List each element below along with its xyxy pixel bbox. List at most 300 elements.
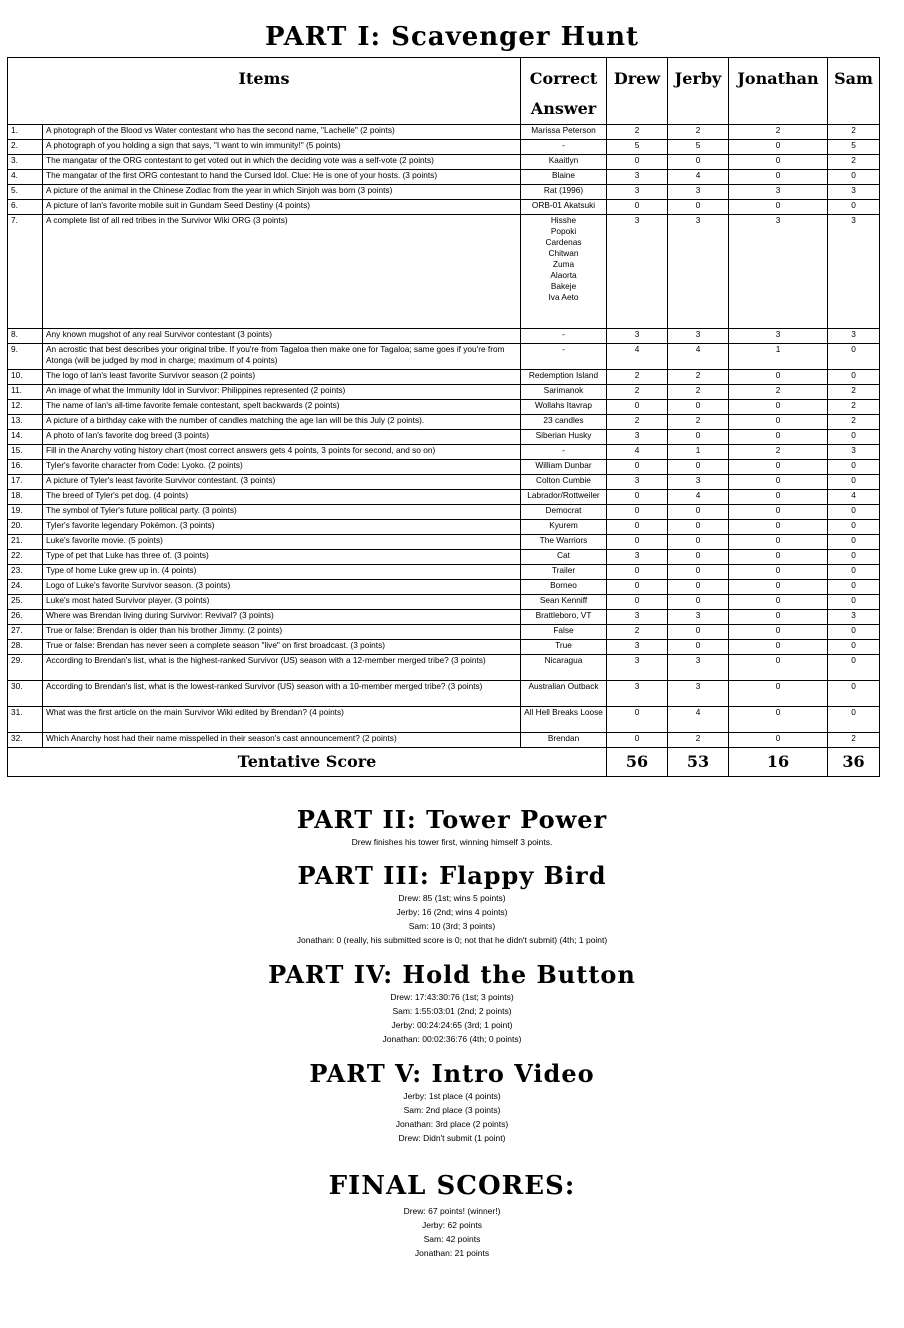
table-row — [8, 733, 880, 748]
row-score-drew: 2 — [607, 125, 668, 140]
row-item: The symbol of Tyler's future political party. (3 points) — [43, 505, 521, 520]
row-number: 29. — [8, 655, 43, 681]
row-answer: - — [521, 140, 607, 155]
row-number: 21. — [8, 535, 43, 550]
row-score-sam: 2 — [828, 385, 880, 400]
row-score-jerby: 4 — [668, 490, 729, 505]
row-answer: Trailer — [521, 565, 607, 580]
row-score-sam: 0 — [828, 370, 880, 385]
part3-title: PART III: Flappy Bird — [297, 861, 607, 890]
row-answer: Kyurem — [521, 520, 607, 535]
row-score-sam: 0 — [828, 475, 880, 490]
row-score-jonathan: 0 — [729, 155, 828, 170]
table-row — [8, 707, 880, 733]
row-score-sam: 0 — [828, 655, 880, 681]
row-score-jonathan: 0 — [729, 550, 828, 565]
row-score-jerby: 5 — [668, 140, 729, 155]
row-answer: False — [521, 625, 607, 640]
total-label: Tentative Score — [8, 748, 607, 777]
row-score-drew: 2 — [607, 385, 668, 400]
header-jerby: Jerby — [668, 58, 729, 125]
row-number: 28. — [8, 640, 43, 655]
row-number: 5. — [8, 185, 43, 200]
part3-line: Sam: 10 (3rd; 3 points) — [408, 921, 496, 931]
row-score-drew: 2 — [607, 370, 668, 385]
row-score-jonathan: 2 — [729, 385, 828, 400]
row-answer: - — [521, 329, 607, 344]
row-item: A photograph of you holding a sign that says, "I want to win immunity!" (5 points) — [43, 140, 521, 155]
answer-list-item: Iva Aeto — [548, 292, 579, 302]
row-score-jerby: 3 — [668, 215, 729, 329]
table-row — [8, 370, 880, 385]
row-score-jonathan: 0 — [729, 565, 828, 580]
row-number: 20. — [8, 520, 43, 535]
final-line: Jonathan: 21 points — [414, 1248, 490, 1258]
table-row — [8, 655, 880, 681]
row-number: 13. — [8, 415, 43, 430]
row-score-sam: 2 — [828, 155, 880, 170]
row-score-sam: 2 — [828, 415, 880, 430]
row-score-drew: 3 — [607, 170, 668, 185]
row-score-drew: 3 — [607, 681, 668, 707]
row-answer: Redemption Island — [521, 370, 607, 385]
final-line: Jerby: 62 points — [421, 1220, 482, 1230]
row-item: Type of pet that Luke has three of. (3 points) — [43, 550, 521, 565]
row-score-sam: 2 — [828, 733, 880, 748]
answer-list-item: Bakeje — [550, 281, 577, 291]
row-answer: - — [521, 344, 607, 370]
row-score-jerby: 0 — [668, 460, 729, 475]
row-number: 12. — [8, 400, 43, 415]
row-score-drew: 3 — [607, 640, 668, 655]
header-items: Items — [8, 58, 521, 125]
row-score-sam: 0 — [828, 681, 880, 707]
row-number: 26. — [8, 610, 43, 625]
row-answer: Blaine — [521, 170, 607, 185]
part2-title: PART II: Tower Power — [296, 805, 608, 834]
row-number: 9. — [8, 344, 43, 370]
row-item: Luke's most hated Survivor player. (3 points) — [43, 595, 521, 610]
part1-title: PART I: Scavenger Hunt — [264, 22, 640, 52]
row-answer: 23 candles — [521, 415, 607, 430]
row-score-sam: 0 — [828, 640, 880, 655]
answer-list-item: Hisshe — [550, 215, 577, 225]
row-score-jonathan: 0 — [729, 655, 828, 681]
row-item: A picture of Tyler's least favorite Survivor contestant. (3 points) — [43, 475, 521, 490]
row-score-drew: 5 — [607, 140, 668, 155]
row-score-sam: 3 — [828, 185, 880, 200]
row-score-jerby: 0 — [668, 625, 729, 640]
part2-line: Drew finishes his tower first, winning himself 3 points. — [351, 837, 553, 847]
row-item: Any known mugshot of any real Survivor contestant (3 points) — [43, 329, 521, 344]
row-number: 15. — [8, 445, 43, 460]
row-number: 22. — [8, 550, 43, 565]
table-row — [8, 415, 880, 430]
row-score-drew: 3 — [607, 610, 668, 625]
row-score-jerby: 2 — [668, 385, 729, 400]
table-row — [8, 595, 880, 610]
header-sam: Sam — [828, 58, 880, 125]
answer-list-item: Popoki — [550, 226, 577, 236]
row-score-jerby: 0 — [668, 520, 729, 535]
row-score-sam: 3 — [828, 329, 880, 344]
row-item: A complete list of all red tribes in the Survivor Wiki ORG (3 points) — [43, 215, 521, 329]
part3-line: Jonathan: 0 (really, his submitted score is 0; not that he didn't submit) (4th; 1 point) — [296, 935, 608, 945]
row-answer: - — [521, 445, 607, 460]
part4-section — [0, 960, 904, 1046]
row-answer: Australian Outback — [521, 681, 607, 707]
total-jonathan: 16 — [729, 748, 828, 777]
row-score-drew: 0 — [607, 460, 668, 475]
row-score-sam: 0 — [828, 707, 880, 733]
row-number: 27. — [8, 625, 43, 640]
row-item: True or false: Brendan is older than his brother Jimmy. (2 points) — [43, 625, 521, 640]
row-number: 23. — [8, 565, 43, 580]
row-item: An image of what the Immunity Idol in Survivor: Philippines represented (2 points) — [43, 385, 521, 400]
row-score-sam: 0 — [828, 595, 880, 610]
table-row — [8, 185, 880, 200]
row-item: Which Anarchy host had their name misspelled in their season's cast announcement? (2 points) — [43, 733, 521, 748]
row-score-jerby: 2 — [668, 415, 729, 430]
row-score-jonathan: 0 — [729, 430, 828, 445]
row-score-sam: 0 — [828, 505, 880, 520]
row-score-jerby: 0 — [668, 430, 729, 445]
row-score-drew: 0 — [607, 505, 668, 520]
row-answer: Cat — [521, 550, 607, 565]
table-row — [8, 344, 880, 370]
row-answer: Kaaitlyn — [521, 155, 607, 170]
row-answer: Labrador/Rottweiler — [521, 490, 607, 505]
table-row — [8, 329, 880, 344]
table-row — [8, 490, 880, 505]
total-sam: 36 — [828, 748, 880, 777]
row-score-drew: 2 — [607, 625, 668, 640]
part5-section — [0, 1059, 904, 1145]
row-score-jerby: 3 — [668, 610, 729, 625]
table-row — [8, 550, 880, 565]
table-row — [8, 520, 880, 535]
row-number: 11. — [8, 385, 43, 400]
row-score-sam: 0 — [828, 430, 880, 445]
row-score-drew: 0 — [607, 400, 668, 415]
row-item: What was the first article on the main Survivor Wiki edited by Brendan? (4 points) — [43, 707, 521, 733]
row-score-sam: 4 — [828, 490, 880, 505]
row-item: A photograph of the Blood vs Water contestant who has the second name, "Lachelle" (2 points) — [43, 125, 521, 140]
table-row — [8, 400, 880, 415]
total-row — [8, 748, 880, 777]
row-score-sam: 0 — [828, 625, 880, 640]
row-answer: Brendan — [521, 733, 607, 748]
part4-line: Drew: 17:43:30:76 (1st; 3 points) — [390, 992, 514, 1002]
row-number: 14. — [8, 430, 43, 445]
row-answer: Colton Cumbie — [521, 475, 607, 490]
row-answer: Wollahs Itavrap — [521, 400, 607, 415]
row-score-sam: 2 — [828, 125, 880, 140]
row-score-jerby: 0 — [668, 595, 729, 610]
table-row — [8, 385, 880, 400]
row-score-jerby: 0 — [668, 400, 729, 415]
row-score-jonathan: 0 — [729, 475, 828, 490]
row-item: Where was Brendan living during Survivor: Revival? (3 points) — [43, 610, 521, 625]
row-score-jonathan: 0 — [729, 490, 828, 505]
table-row — [8, 640, 880, 655]
row-answer: True — [521, 640, 607, 655]
row-number: 10. — [8, 370, 43, 385]
part4-line: Jonathan: 00:02:36:76 (4th; 0 points) — [382, 1034, 522, 1044]
final-section — [0, 1168, 904, 1260]
row-score-jerby: 0 — [668, 155, 729, 170]
row-score-sam: 0 — [828, 170, 880, 185]
table-row — [8, 125, 880, 140]
row-score-jonathan: 3 — [729, 329, 828, 344]
row-score-jerby: 2 — [668, 733, 729, 748]
row-answer: William Dunbar — [521, 460, 607, 475]
row-score-sam: 0 — [828, 535, 880, 550]
row-score-drew: 3 — [607, 430, 668, 445]
answer-list-item: Cardenas — [545, 237, 582, 247]
row-answer: ORB-01 Akatsuki — [521, 200, 607, 215]
table-row — [8, 475, 880, 490]
row-score-jonathan: 0 — [729, 170, 828, 185]
row-number: 24. — [8, 580, 43, 595]
table-row — [8, 445, 880, 460]
final-title: FINAL SCORES: — [328, 1171, 576, 1201]
row-score-drew: 0 — [607, 565, 668, 580]
row-score-jerby: 0 — [668, 200, 729, 215]
row-score-jonathan: 0 — [729, 625, 828, 640]
row-item: The name of Ian's all-time favorite female contestant, spelt backwards (2 points) — [43, 400, 521, 415]
row-score-jonathan: 0 — [729, 200, 828, 215]
row-score-drew: 0 — [607, 535, 668, 550]
row-score-jonathan: 0 — [729, 400, 828, 415]
answer-list-item: Alaorta — [550, 270, 577, 280]
row-score-jerby: 3 — [668, 681, 729, 707]
row-number: 30. — [8, 681, 43, 707]
row-score-sam: 0 — [828, 520, 880, 535]
row-number: 7. — [8, 215, 43, 329]
row-score-jerby: 3 — [668, 185, 729, 200]
row-score-drew: 3 — [607, 475, 668, 490]
row-score-sam: 0 — [828, 344, 880, 370]
row-score-jerby: 1 — [668, 445, 729, 460]
row-score-sam: 0 — [828, 460, 880, 475]
final-line: Drew: 67 points! (winner!) — [403, 1206, 501, 1216]
row-score-jonathan: 0 — [729, 370, 828, 385]
row-score-jerby: 0 — [668, 505, 729, 520]
row-score-drew: 0 — [607, 707, 668, 733]
row-item: Logo of Luke's favorite Survivor season. (3 points) — [43, 580, 521, 595]
part4-line: Jerby: 00:24:24:65 (3rd; 1 point) — [391, 1020, 513, 1030]
part5-line: Jerby: 1st place (4 points) — [403, 1091, 501, 1101]
row-answer: All Hell Breaks Loose — [521, 707, 607, 733]
row-score-jonathan: 0 — [729, 733, 828, 748]
row-answer: Siberian Husky — [521, 430, 607, 445]
row-score-sam: 2 — [828, 400, 880, 415]
row-number: 31. — [8, 707, 43, 733]
row-score-sam: 3 — [828, 610, 880, 625]
table-row — [8, 170, 880, 185]
row-score-jonathan: 0 — [729, 595, 828, 610]
row-score-drew: 3 — [607, 185, 668, 200]
header-correct-answer: Correct Answer — [521, 58, 607, 125]
row-score-jerby: 0 — [668, 550, 729, 565]
row-score-sam: 3 — [828, 215, 880, 329]
row-score-jonathan: 0 — [729, 505, 828, 520]
row-score-sam: 0 — [828, 580, 880, 595]
row-score-jonathan: 0 — [729, 610, 828, 625]
part3-line: Drew: 85 (1st; wins 5 points) — [398, 893, 506, 903]
row-score-jonathan: 0 — [729, 681, 828, 707]
row-answer: Sarimanok — [521, 385, 607, 400]
row-item: The mangatar of the first ORG contestant to hand the Cursed Idol. Clue: He is one of your hosts. (3 points) — [43, 170, 521, 185]
row-score-drew: 0 — [607, 595, 668, 610]
row-number: 16. — [8, 460, 43, 475]
answer-list-item: Zuma — [552, 259, 575, 269]
row-score-drew: 0 — [607, 490, 668, 505]
row-answer: Democrat — [521, 505, 607, 520]
table-row — [8, 625, 880, 640]
row-score-jonathan: 2 — [729, 125, 828, 140]
table-row — [8, 215, 880, 329]
part5-title: PART V: Intro Video — [309, 1059, 595, 1088]
row-score-sam: 0 — [828, 200, 880, 215]
part4-title: PART IV: Hold the Button — [268, 960, 636, 989]
part2-section — [0, 805, 904, 849]
total-drew: 56 — [607, 748, 668, 777]
row-score-drew: 3 — [607, 215, 668, 329]
row-score-drew: 2 — [607, 415, 668, 430]
row-number: 3. — [8, 155, 43, 170]
header-jonathan: Jonathan — [729, 58, 828, 125]
row-answer — [521, 215, 607, 329]
part4-line: Sam: 1:55:03:01 (2nd; 2 points) — [392, 1006, 512, 1016]
row-score-drew: 3 — [607, 329, 668, 344]
row-score-jonathan: 0 — [729, 535, 828, 550]
row-score-sam: 5 — [828, 140, 880, 155]
row-score-jonathan: 1 — [729, 344, 828, 370]
row-score-jerby: 2 — [668, 125, 729, 140]
row-item: The breed of Tyler's pet dog. (4 points) — [43, 490, 521, 505]
row-score-jerby: 0 — [668, 565, 729, 580]
row-score-jerby: 4 — [668, 170, 729, 185]
row-score-drew: 4 — [607, 344, 668, 370]
row-score-drew: 0 — [607, 733, 668, 748]
header-drew: Drew — [607, 58, 668, 125]
row-item: A picture of Ian's favorite mobile suit in Gundam Seed Destiny (4 points) — [43, 200, 521, 215]
row-answer: The Warriors — [521, 535, 607, 550]
table-row — [8, 565, 880, 580]
row-number: 19. — [8, 505, 43, 520]
row-item: An acrostic that best describes your original tribe. If you're from Tagaloa then make one for Tagaloa; same goes if you're from Atonga (will be judged by mod in charge; maximum of 4 points) — [43, 344, 521, 370]
part5-line: Jonathan: 3rd place (2 points) — [395, 1119, 509, 1129]
row-score-jerby: 3 — [668, 655, 729, 681]
row-answer: Brattleboro, VT — [521, 610, 607, 625]
row-answer: Nicaragua — [521, 655, 607, 681]
row-score-drew: 0 — [607, 580, 668, 595]
table-row — [8, 610, 880, 625]
row-number: 17. — [8, 475, 43, 490]
row-score-drew: 3 — [607, 550, 668, 565]
row-item: Tyler's favorite legendary Pokémon. (3 points) — [43, 520, 521, 535]
row-score-jonathan: 2 — [729, 445, 828, 460]
row-item: According to Brendan's list, what is the highest-ranked Survivor (US) season with a 12-member merged tribe? (3 points) — [43, 655, 521, 681]
row-number: 18. — [8, 490, 43, 505]
row-score-jonathan: 0 — [729, 520, 828, 535]
final-line: Sam: 42 points — [423, 1234, 481, 1244]
row-number: 2. — [8, 140, 43, 155]
row-answer: Borneo — [521, 580, 607, 595]
row-score-jonathan: 0 — [729, 707, 828, 733]
row-score-jonathan: 0 — [729, 460, 828, 475]
row-score-drew: 0 — [607, 520, 668, 535]
row-item: According to Brendan's list, what is the lowest-ranked Survivor (US) season with a 10-member merged tribe? (3 points) — [43, 681, 521, 707]
row-number: 8. — [8, 329, 43, 344]
row-answer: Rat (1996) — [521, 185, 607, 200]
row-score-drew: 0 — [607, 200, 668, 215]
row-item: Type of home Luke grew up in. (4 points) — [43, 565, 521, 580]
row-score-jerby: 3 — [668, 329, 729, 344]
row-number: 1. — [8, 125, 43, 140]
table-row — [8, 505, 880, 520]
table-row — [8, 430, 880, 445]
row-score-jerby: 0 — [668, 580, 729, 595]
row-score-jerby: 4 — [668, 707, 729, 733]
table-row — [8, 460, 880, 475]
row-score-jerby: 4 — [668, 344, 729, 370]
row-item: Tyler's favorite character from Code: Lyoko. (2 points) — [43, 460, 521, 475]
row-item: A picture of the animal in the Chinese Zodiac from the year in which Sinjoh was born (3 points) — [43, 185, 521, 200]
row-score-sam: 0 — [828, 550, 880, 565]
answer-list-item: Chitwan — [548, 248, 579, 258]
table-row — [8, 200, 880, 215]
part5-line: Sam: 2nd place (3 points) — [403, 1105, 501, 1115]
row-score-jerby: 2 — [668, 370, 729, 385]
row-score-jerby: 3 — [668, 475, 729, 490]
row-number: 6. — [8, 200, 43, 215]
row-item: True or false: Brendan has never seen a complete season "live" on first broadcast. (3 points) — [43, 640, 521, 655]
row-answer: Sean Kenniff — [521, 595, 607, 610]
row-score-jonathan: 3 — [729, 185, 828, 200]
row-score-jonathan: 3 — [729, 215, 828, 329]
table-row — [8, 155, 880, 170]
row-score-jerby: 0 — [668, 640, 729, 655]
row-item: A picture of a birthday cake with the number of candles matching the age Ian will be this July (2 points). — [43, 415, 521, 430]
row-score-drew: 4 — [607, 445, 668, 460]
row-score-sam: 0 — [828, 565, 880, 580]
row-item: Luke's favorite movie. (5 points) — [43, 535, 521, 550]
part3-line: Jerby: 16 (2nd; wins 4 points) — [396, 907, 508, 917]
part5-line: Drew: Didn't submit (1 point) — [398, 1133, 506, 1143]
row-score-jonathan: 0 — [729, 140, 828, 155]
part3-section — [0, 861, 904, 947]
table-row — [8, 140, 880, 155]
row-item: Fill in the Anarchy voting history chart (most correct answers gets 4 points, 3 points for second, and so on) — [43, 445, 521, 460]
row-score-drew: 3 — [607, 655, 668, 681]
row-score-sam: 3 — [828, 445, 880, 460]
row-score-jonathan: 0 — [729, 415, 828, 430]
row-item: The logo of Ian's least favorite Survivor season (2 points) — [43, 370, 521, 385]
row-score-jonathan: 0 — [729, 640, 828, 655]
table-row — [8, 580, 880, 595]
row-answer: Marissa Peterson — [521, 125, 607, 140]
row-item: A photo of Ian's favorite dog breed (3 points) — [43, 430, 521, 445]
table-header-row — [8, 58, 880, 125]
row-number: 32. — [8, 733, 43, 748]
scavenger-hunt-table — [7, 57, 880, 777]
row-number: 25. — [8, 595, 43, 610]
row-score-drew: 0 — [607, 155, 668, 170]
total-jerby: 53 — [668, 748, 729, 777]
